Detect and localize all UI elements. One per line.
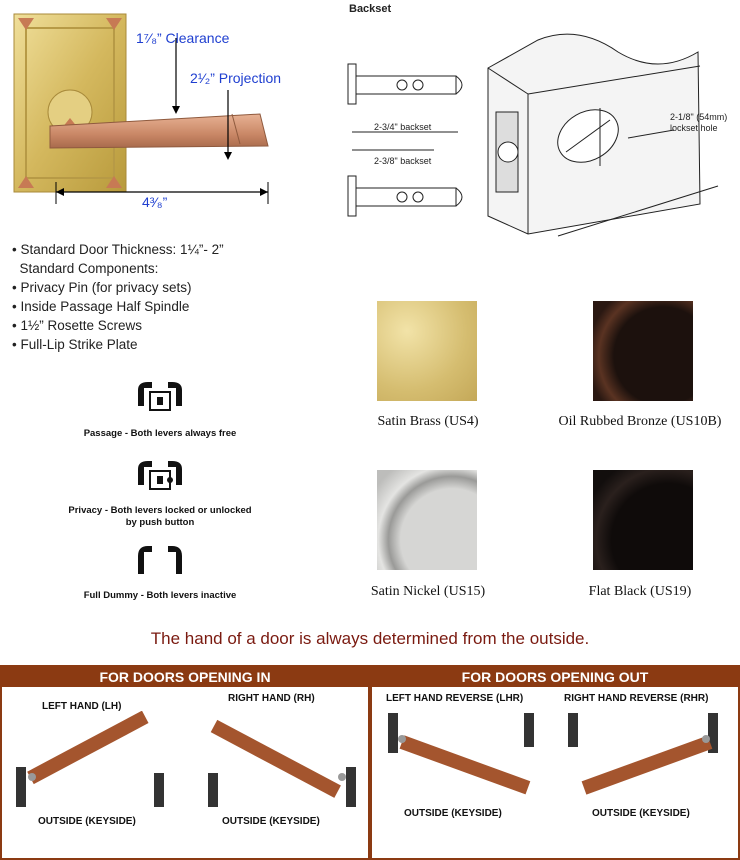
satin-nickel-swatch	[377, 470, 477, 570]
backset-diagram	[338, 16, 738, 266]
lhr-outside-label: OUTSIDE (KEYSIDE)	[404, 808, 502, 819]
function-dummy	[60, 540, 260, 602]
opening-out-doors	[372, 707, 738, 807]
spec-item: • Inside Passage Half Spindle	[12, 299, 190, 314]
clearance-label: 1⁷⁄₈” Clearance	[136, 30, 230, 46]
spec-item: • Privacy Pin (for privacy sets)	[12, 280, 192, 295]
rhr-outside-label: OUTSIDE (KEYSIDE)	[592, 808, 690, 819]
opening-out-panel	[370, 665, 740, 860]
backset-title: Backset	[349, 3, 392, 15]
lockset-hole-line1: 2-1/8" (54mm)	[670, 112, 728, 122]
function-passage	[60, 376, 260, 440]
flat-black-swatch	[593, 470, 693, 570]
rh-outside-label: OUTSIDE (KEYSIDE)	[222, 816, 320, 827]
privacy-label-line1: Privacy - Both levers locked or unlocked	[68, 505, 252, 516]
spec-item: • Full-Lip Strike Plate	[12, 337, 138, 352]
opening-in-panel	[0, 665, 370, 860]
satin-brass-swatch	[377, 301, 477, 401]
dummy-label: Full Dummy - Both levers inactive	[83, 590, 237, 601]
opening-in-header: FOR DOORS OPENING IN	[2, 667, 368, 687]
projection-label: 2¹⁄₂” Projection	[190, 70, 282, 86]
passage-label: Passage - Both levers always free	[83, 428, 237, 439]
function-privacy	[60, 455, 260, 529]
rh-label: RIGHT HAND (RH)	[228, 693, 315, 704]
backset-a-label: 2-3/4" backset	[374, 122, 432, 132]
spec-item: • Standard Door Thickness: 1¼”- 2”	[12, 242, 224, 257]
opening-in-doors	[2, 711, 368, 811]
spec-list	[12, 240, 224, 354]
backset-illustration	[338, 16, 738, 266]
dummy-lever-icon	[132, 540, 188, 580]
backset-b-label: 2-3/8" backset	[374, 156, 432, 166]
privacy-lever-icon	[132, 455, 188, 495]
oil-rubbed-bronze-swatch	[593, 301, 693, 401]
handing-title: The hand of a door is always determined from the outside.	[150, 629, 590, 648]
satin-brass-label: Satin Brass (US4)	[377, 414, 479, 429]
lockset-hole-label	[670, 112, 727, 134]
lhr-label: LEFT HAND REVERSE (LHR)	[386, 693, 524, 704]
width-label: 4³⁄₈”	[142, 194, 168, 210]
spec-item: • 1½” Rosette Screws	[12, 318, 143, 333]
spec-item: Standard Components:	[12, 261, 159, 276]
oil-rubbed-bronze-label: Oil Rubbed Bronze (US10B)	[558, 414, 722, 429]
opening-out-header: FOR DOORS OPENING OUT	[372, 667, 738, 687]
lh-outside-label: OUTSIDE (KEYSIDE)	[38, 816, 136, 827]
satin-nickel-label: Satin Nickel (US15)	[370, 584, 486, 599]
privacy-label	[60, 505, 260, 529]
lockset-hole-line2: lockset hole	[670, 123, 718, 133]
passage-lever-icon	[132, 376, 188, 416]
flat-black-label: Flat Black (US19)	[588, 584, 692, 599]
rhr-label: RIGHT HAND REVERSE (RHR)	[564, 693, 709, 704]
privacy-label-line2: by push button	[125, 517, 195, 528]
lh-label: LEFT HAND (LH)	[42, 701, 122, 712]
